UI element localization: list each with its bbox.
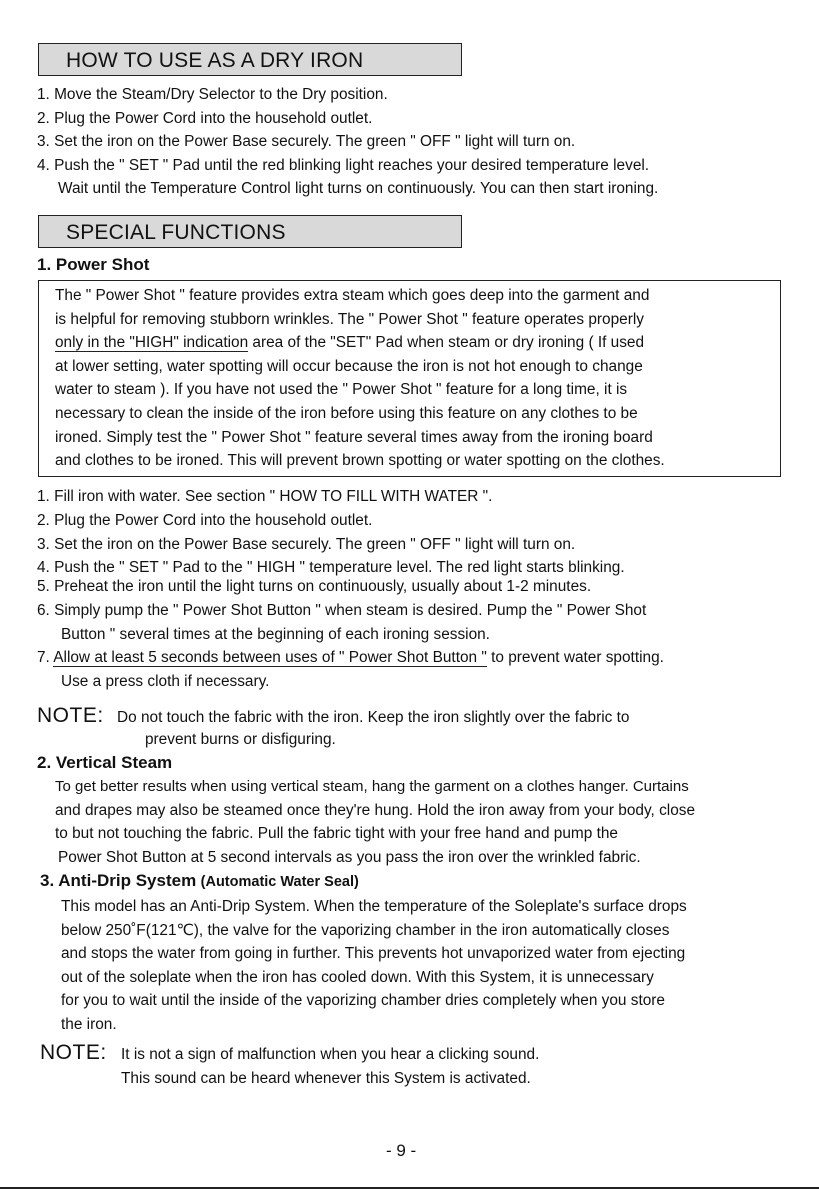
anti-drip-line-3: and stops the water from going in further. This prevents hot unvaporized water from ejecting [61,945,686,962]
box-line-2: is helpful for removing stubborn wrinkles. The " Power Shot " feature operates properly [55,311,644,328]
power-shot-step-7-cont: Use a press cloth if necessary. [61,673,270,690]
power-shot-step-3: 3. Set the iron on the Power Base securely. The green " OFF " light will turn on. [37,536,576,553]
power-shot-step-5: 5. Preheat the iron until the light turns on continuously, usually about 1-2 minutes. [37,578,592,595]
step-7-number: 7. [37,649,54,666]
power-shot-title: 1. Power Shot [37,255,150,274]
power-shot-step-4: 4. Push the " SET " Pad to the " HIGH " temperature level. The red light starts blinking. [37,559,625,576]
vertical-steam-line-4: Power Shot Button at 5 second intervals as you pass the iron over the wrinkled fabric. [58,849,641,866]
vertical-steam-line-1: To get better results when using vertical steam, hang the garment on a clothes hanger. Curtains [55,778,689,795]
dry-step-2: 2. Plug the Power Cord into the household outlet. [37,110,373,127]
box-line-3-underlined: only in the "HIGH" indication [55,334,249,351]
box-line-4: at lower setting, water spotting will occur because the iron is not hot enough to change [55,358,643,375]
dry-step-4: 4. Push the " SET " Pad until the red blinking light reaches your desired temperature level. [37,157,650,174]
step-7-underlined: Allow at least 5 seconds between uses of " Power Shot Button " [53,649,487,666]
note-1-line-2: prevent burns or disfiguring. [145,731,336,748]
note-1-line-1: Do not touch the fabric with the iron. Keep the iron slightly over the fabric to [117,709,630,726]
step-7-rest: to prevent water spotting. [486,649,664,666]
box-line-8: and clothes to be ironed. This will prevent brown spotting or water spotting on the clothes. [55,452,665,469]
anti-drip-title-suffix: (Automatic Water Seal) [200,874,359,890]
box-line-3 [55,334,644,352]
vertical-steam-title: 2. Vertical Steam [37,753,173,772]
vertical-steam-line-3: to but not touching the fabric. Pull the fabric tight with your free hand and pump the [55,825,618,842]
anti-drip-line-1: This model has an Anti-Drip System. When the temperature of the Soleplate's surface drops [61,898,687,915]
vertical-steam-line-2: and drapes may also be steamed once they're hung. Hold the iron away from your body, close [55,802,696,819]
anti-drip-line-4: out of the soleplate when the iron has cooled down. With this System, it is unnecessary [61,969,654,986]
box-line-7: ironed. Simply test the " Power Shot " feature several times away from the ironing board [55,429,653,446]
anti-drip-title-row [40,871,359,891]
note-label-1: NOTE: [37,704,104,727]
power-shot-step-6-cont: Button " several times at the beginning of each ironing session. [61,626,490,643]
power-shot-step-6: 6. Simply pump the " Power Shot Button " when steam is desired. Pump the " Power Shot [37,602,647,619]
dry-step-4-cont: Wait until the Temperature Control light turns on continuously. You can then start ironing. [58,180,659,197]
power-shot-info-box [38,280,781,477]
box-line-6: necessary to clean the inside of the iron before using this feature on any clothes to be [55,405,638,422]
dry-step-1: 1. Move the Steam/Dry Selector to the Dry position. [37,86,388,103]
power-shot-step-7 [37,649,664,667]
power-shot-step-1: 1. Fill iron with water. See section " HOW TO FILL WITH WATER ". [37,488,493,505]
note-label-2: NOTE: [40,1041,107,1064]
section-header-special-functions: SPECIAL FUNCTIONS [38,215,462,248]
note-2-line-1: It is not a sign of malfunction when you hear a clicking sound. [121,1046,540,1063]
box-line-5: water to steam ). If you have not used the " Power Shot " feature for a long time, it is [55,381,628,398]
page-number: - 9 - [386,1141,417,1160]
anti-drip-line-2: below 250˚F(121℃), the valve for the vaporizing chamber in the iron automatically closes [61,922,670,939]
power-shot-step-2: 2. Plug the Power Cord into the household outlet. [37,512,373,529]
box-line-1: The " Power Shot " feature provides extra steam which goes deep into the garment and [55,287,650,304]
anti-drip-line-6: the iron. [61,1016,117,1033]
note-2-line-2: This sound can be heard whenever this System is activated. [121,1070,531,1087]
anti-drip-line-5: for you to wait until the inside of the vaporizing chamber dries completely when you store [61,992,665,1009]
box-line-3-rest: area of the "SET" Pad when steam or dry ironing ( If used [248,334,645,351]
section-header-dry-iron: HOW TO USE AS A DRY IRON [38,43,462,76]
anti-drip-title: 3. Anti-Drip System [40,871,197,890]
dry-step-3: 3. Set the iron on the Power Base securely. The green " OFF " light will turn on. [37,133,576,150]
